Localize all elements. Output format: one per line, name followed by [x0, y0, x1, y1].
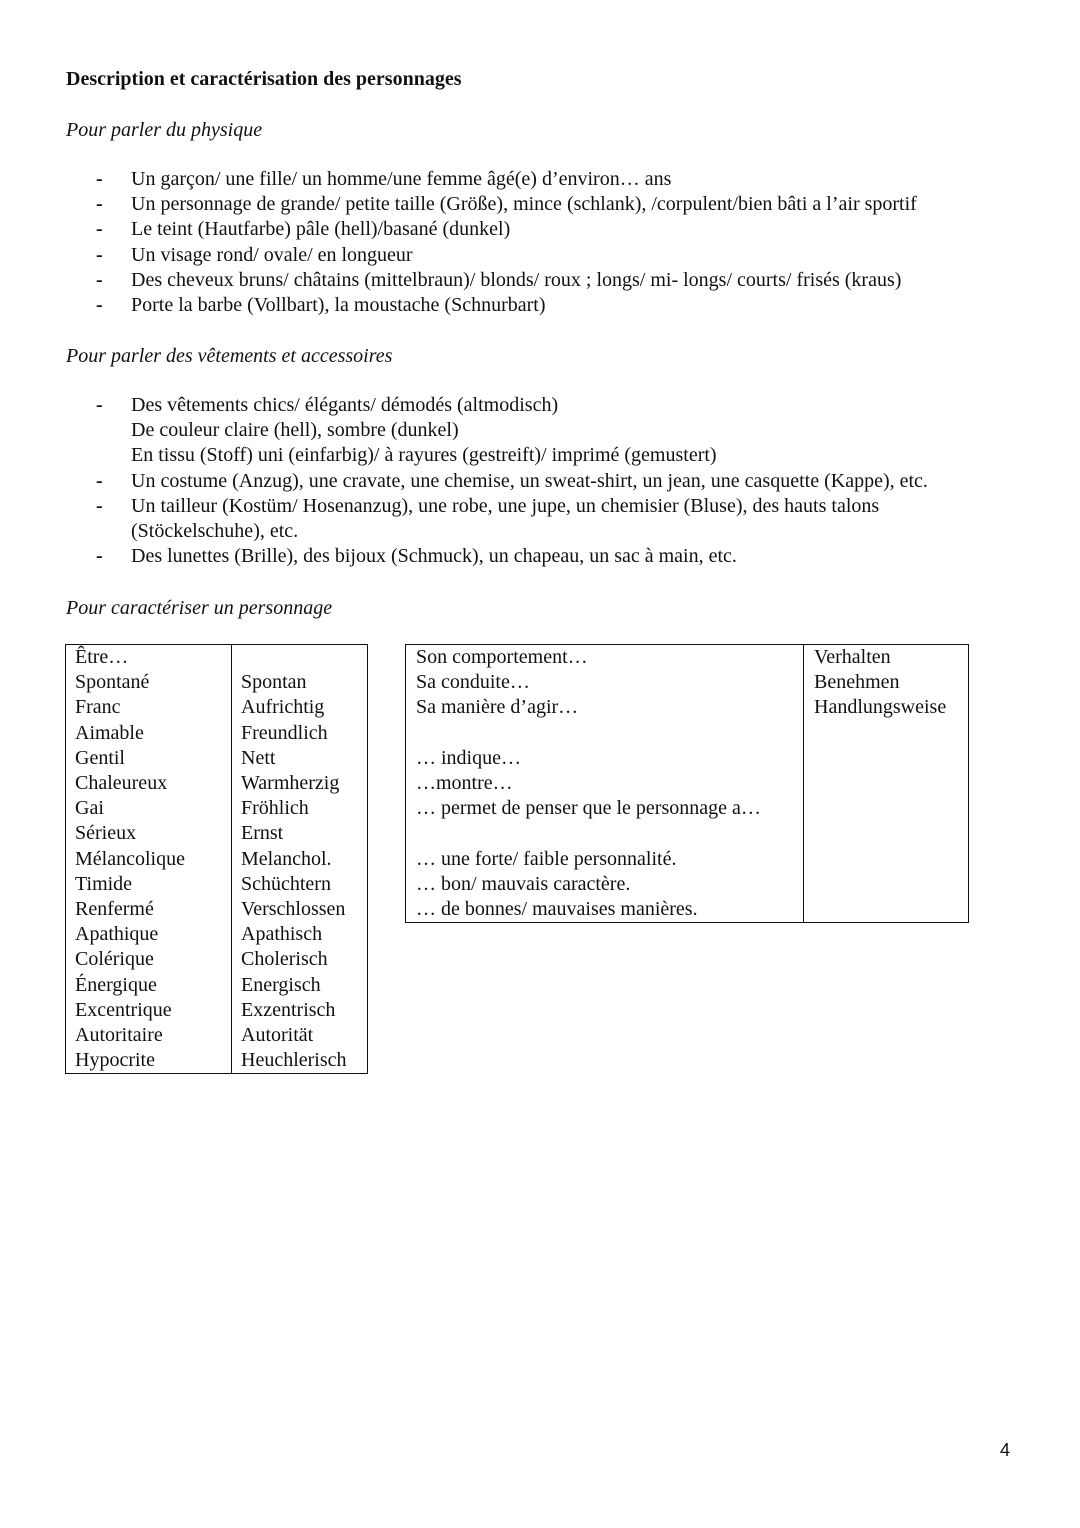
trait-fr: Sérieux	[75, 822, 137, 845]
trait-fr: Hypocrite	[75, 1049, 155, 1072]
list-item-continuation: De couleur claire (hell), sombre (dunkel)	[131, 419, 459, 442]
trait-de: Autorität	[241, 1024, 314, 1047]
trait-fr: Gai	[75, 797, 104, 820]
list-item: - Des vêtements chics/ élégants/ démodés (altmodisch)	[96, 393, 1036, 418]
behaviour-fr: Sa manière d’agir…	[416, 696, 579, 719]
behaviour-fr: Sa conduite…	[416, 671, 530, 694]
behaviour-de: Benehmen	[814, 671, 900, 694]
trait-fr: Être…	[75, 646, 129, 668]
trait-de: Heuchlerisch	[241, 1049, 347, 1072]
trait-fr: Franc	[75, 696, 121, 719]
list-item: - Un visage rond/ ovale/ en longueur	[96, 243, 1036, 268]
list-item: - Un tailleur (Kostüm/ Hosenanzug), une robe, une jupe, un chemisier (Bluse), des hauts talons	[96, 494, 1036, 519]
behaviour-german-column	[804, 645, 969, 923]
trait-de: Ernst	[241, 822, 284, 845]
trait-de: Energisch	[241, 973, 321, 996]
behaviour-table	[405, 644, 969, 923]
trait-fr: Spontané	[75, 671, 150, 694]
behaviour-fr: Son comportement…	[416, 646, 588, 668]
heading-vetements: Pour parler des vêtements et accessoires	[66, 345, 393, 367]
trait-fr: Renfermé	[75, 898, 154, 921]
list-item-continuation: (Stöckelschuhe), etc.	[131, 520, 299, 543]
trait-fr: Apathique	[75, 923, 159, 946]
page-number: 4	[1000, 1440, 1011, 1460]
behaviour-fr: … une forte/ faible personnalité.	[416, 847, 677, 870]
list-item: - Un personnage de grande/ petite taille (Größe), mince (schlank), /corpulent/bien bâti a l’air sportif	[96, 192, 1036, 217]
page-title: Description et caractérisation des personnages	[66, 68, 462, 90]
traits-table	[65, 644, 368, 1074]
trait-fr: Timide	[75, 872, 133, 895]
list-item-continuation: En tissu (Stoff) uni (einfarbig)/ à rayures (gestreift)/ imprimé (gemustert)	[131, 444, 717, 467]
behaviour-fr: … bon/ mauvais caractère.	[416, 872, 631, 895]
trait-fr: Énergique	[75, 973, 157, 996]
behaviour-gap	[416, 721, 794, 746]
trait-de: Fröhlich	[241, 797, 309, 820]
trait-fr: Autoritaire	[75, 1024, 163, 1047]
trait-fr: Gentil	[75, 746, 125, 769]
list-item: - Un garçon/ une fille/ un homme/une femme âgé(e) d’environ… ans	[96, 167, 1036, 192]
list-item: - Le teint (Hautfarbe) pâle (hell)/basané (dunkel)	[96, 217, 1036, 242]
trait-de: Verschlossen	[241, 898, 346, 921]
trait-de: Schüchtern	[241, 872, 331, 895]
traits-german-column	[232, 645, 368, 1074]
trait-fr: Chaleureux	[75, 772, 168, 795]
trait-de: Aufrichtig	[241, 696, 325, 719]
trait-de: Melanchol.	[241, 847, 332, 870]
trait-de-empty	[241, 645, 358, 670]
trait-de: Apathisch	[241, 923, 323, 946]
behaviour-de: Handlungsweise	[814, 696, 947, 719]
list-item: - Des lunettes (Brille), des bijoux (Schmuck), un chapeau, un sac à main, etc.	[96, 544, 1036, 569]
behaviour-fr: … indique…	[416, 746, 521, 769]
trait-fr: Excentrique	[75, 998, 172, 1021]
behaviour-de: Verhalten	[814, 646, 891, 668]
trait-de: Nett	[241, 746, 276, 769]
list-vetements	[96, 393, 1036, 569]
behaviour-fr: … de bonnes/ mauvaises manières.	[416, 898, 698, 920]
heading-caracteriser: Pour caractériser un personnage	[66, 597, 333, 619]
list-item: - Un costume (Anzug), une cravate, une chemise, un sweat-shirt, un jean, une casquette (Kappe), etc.	[96, 469, 1036, 494]
behaviour-fr: …montre…	[416, 772, 513, 794]
trait-de: Freundlich	[241, 721, 328, 744]
traits-french-column	[66, 645, 232, 1074]
trait-fr: Mélancolique	[75, 847, 185, 870]
trait-fr: Colérique	[75, 948, 154, 971]
list-item: - Des cheveux bruns/ châtains (mittelbraun)/ blonds/ roux ; longs/ mi- longs/ courts/ frisés (kraus)	[96, 268, 1036, 293]
behaviour-gap	[416, 821, 794, 846]
list-item: - Porte la barbe (Vollbart), la moustache (Schnurbart)	[96, 293, 1036, 318]
trait-fr: Aimable	[75, 721, 144, 744]
behaviour-french-column	[406, 645, 804, 923]
trait-de: Cholerisch	[241, 948, 328, 971]
trait-de: Warmherzig	[241, 772, 340, 794]
trait-de: Spontan	[241, 671, 307, 694]
heading-physique: Pour parler du physique	[66, 119, 263, 141]
trait-de: Exzentrisch	[241, 998, 336, 1021]
list-physique	[96, 167, 1036, 318]
behaviour-fr: … permet de penser que le personnage a…	[416, 797, 761, 820]
